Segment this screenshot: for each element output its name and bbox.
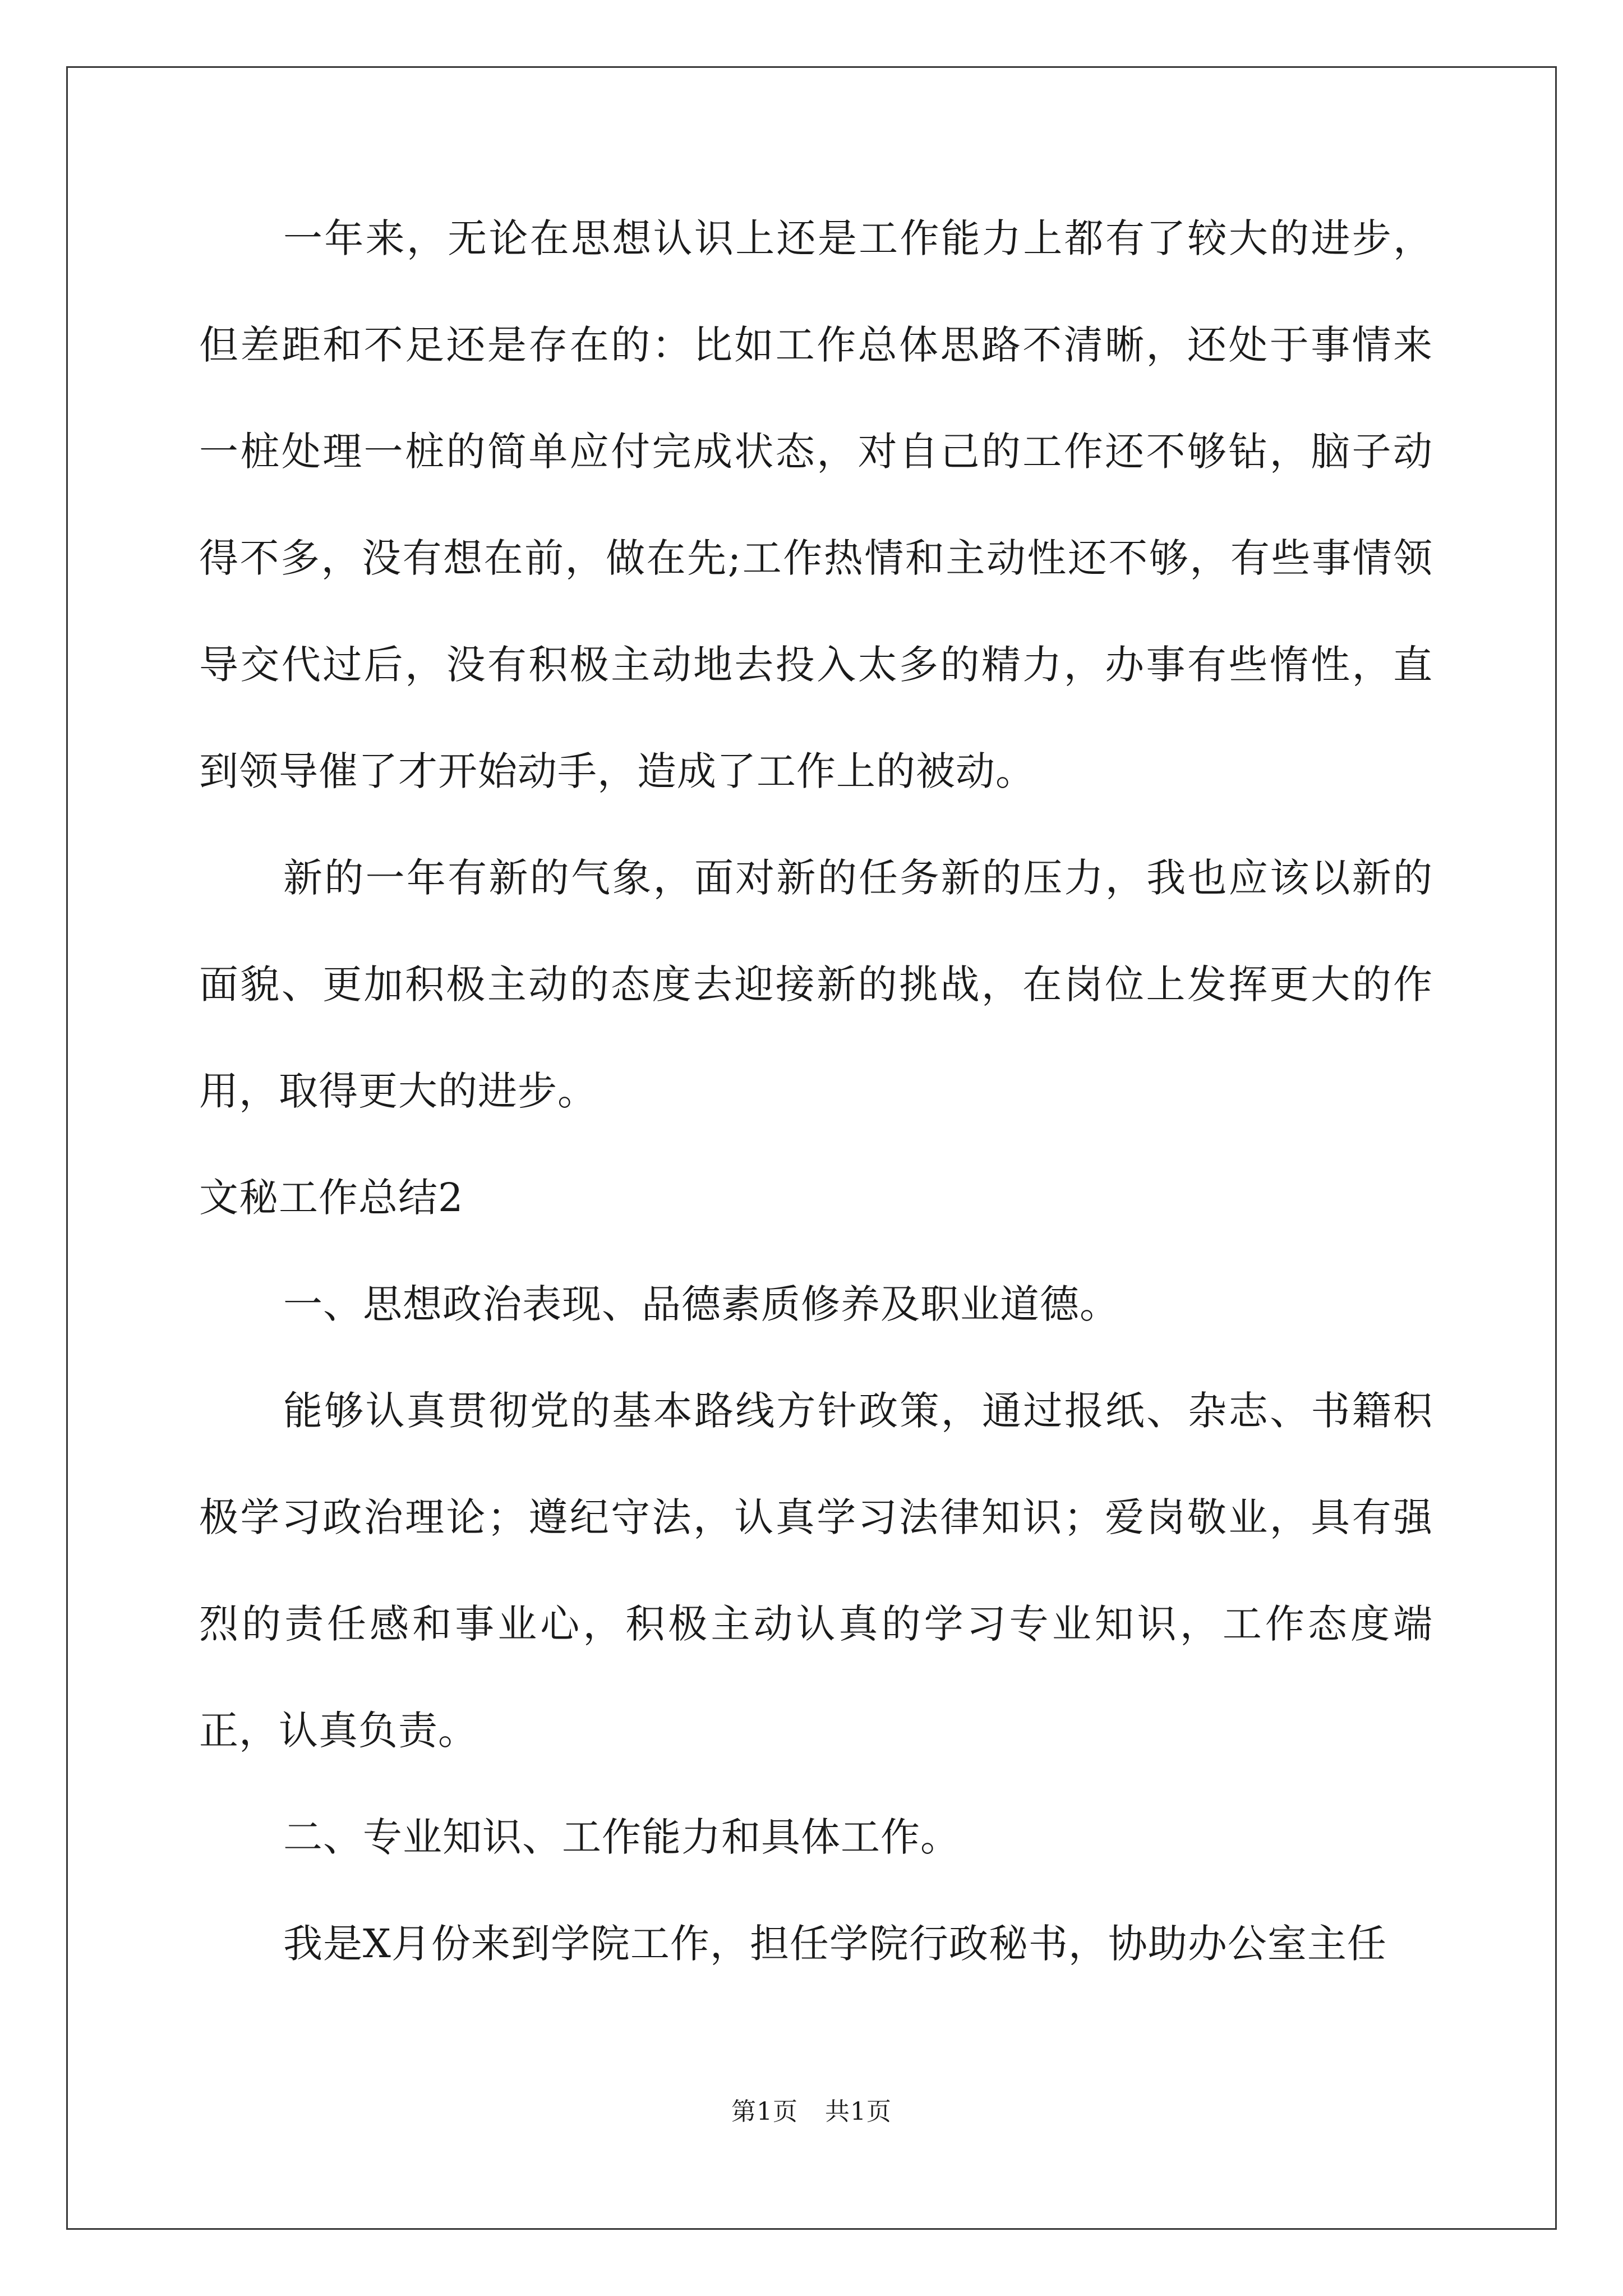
page-total: 共1页 [825, 2097, 892, 2126]
paragraph-section-one-title: 一、思想政治表现、品德素质修养及职业道德。 [283, 1281, 1119, 1327]
paragraph-work-intro: 我是X月份来到学院工作，担任学院行政秘书，协助办公室主任 [283, 1921, 1387, 1967]
page-number: 第1页 [731, 2097, 798, 2126]
paragraph-new-year: 新的一年有新的气象，面对新的任务新的压力，我也应该以新的面貌、更加积极主动的态度去迎接新的挑战，在岗位上发挥更大的作用，取得更大的进步。 [199, 855, 1433, 1114]
paragraph-political-conduct: 能够认真贯彻党的基本路线方针政策，通过报纸、杂志、书籍积极学习政治理论；遵纪守法，认真学习法律知识；爱岗敬业，具有强烈的责任感和事业心，积极主动认真的学习专业知识，工作态度端正，认真负责。 [199, 1388, 1433, 1754]
page-footer [0, 2091, 1623, 2127]
section-heading: 文秘工作总结2 [199, 1175, 464, 1221]
paragraph-progress-shortcomings: 一年来，无论在思想认识上还是工作能力上都有了较大的进步，但差距和不足还是存在的：比如工作总体思路不清晰，还处于事情来一桩处理一桩的简单应付完成状态，对自己的工作还不够钻，脑子动得不多，没有想在前，做在先;工作热情和主动性还不够，有些事情领导交代过后，没有积极主动地去投入太多的精力，办事有些惰性，直到领导催了才开始动手，造成了工作上的被动。 [199, 215, 1433, 794]
document-body [199, 185, 1433, 1997]
paragraph-section-two-title: 二、专业知识、工作能力和具体工作。 [283, 1814, 960, 1860]
